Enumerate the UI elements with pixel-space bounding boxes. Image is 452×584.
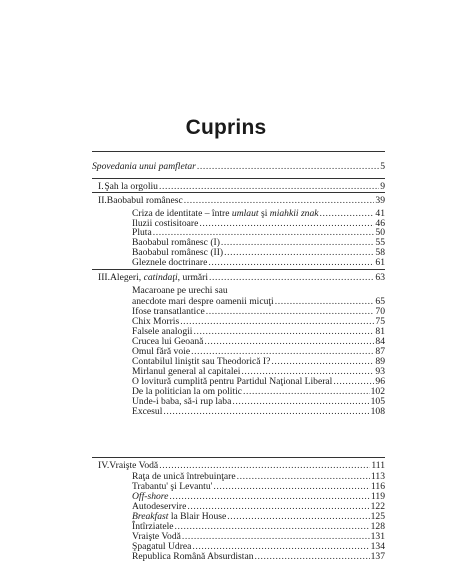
toc-entry-page: 125 <box>370 511 385 522</box>
toc-entry <box>98 460 385 471</box>
toc-entry-label: Gleznele doctrinare <box>132 257 208 268</box>
toc-entry <box>98 181 385 192</box>
dot-leader <box>163 406 369 417</box>
toc-entry-page: 55 <box>375 237 385 248</box>
toc-entry-page: 134 <box>370 541 385 552</box>
toc-entry-label: Alegeri, catindaţi, urmări <box>109 272 209 283</box>
toc-entry-page: 96 <box>375 376 385 387</box>
toc-entry-label: Excesul <box>132 406 163 417</box>
toc-entry-label: Întîrziatele <box>132 521 174 532</box>
toc-entry-page: 119 <box>370 491 385 502</box>
dot-leader <box>159 460 370 471</box>
toc-entry-label: Crucea lui Geoană <box>132 336 204 347</box>
toc-entry-label: De la politician la om politic <box>132 386 243 397</box>
toc-entry-label: Chix Morris <box>132 316 180 327</box>
toc-entry <box>98 195 385 206</box>
toc-entry <box>132 285 385 296</box>
toc-entry-label: O lovitură cumplită pentru Partidul Naţional Liberal <box>132 376 333 387</box>
dot-leader <box>197 161 379 172</box>
toc-entry-label: Şah la orgoliu <box>104 181 158 192</box>
toc-entry-label: Baobabul românesc (II) <box>132 247 224 258</box>
toc-entry-label: Criza de identitate – între umlaut şi miahkii znak <box>132 208 319 219</box>
toc-entry-label: Breakfast la Blair House <box>132 511 227 522</box>
toc-entry-label: Baobabul românesc <box>106 195 183 206</box>
toc-entry <box>92 161 385 172</box>
toc-entry-label: Raţa de unică întrebuinţare <box>132 471 236 482</box>
toc-entry-page: 39 <box>375 195 385 206</box>
chapter-number: IV. <box>98 460 110 471</box>
toc-entry-page: 46 <box>375 218 385 229</box>
toc-entry-page: 58 <box>375 247 385 258</box>
chapter-number: III. <box>98 272 110 283</box>
toc-entry-label: Falsele analogii <box>132 326 193 337</box>
toc-entry-page: 65 <box>375 296 385 307</box>
page-title: Cuprins <box>185 116 267 139</box>
dot-leader <box>208 257 374 268</box>
toc-entry-label: Autodeservire <box>132 501 187 512</box>
toc-entry-page: 131 <box>370 531 385 542</box>
toc-entry-page: 5 <box>380 161 385 172</box>
toc-entry-page: 87 <box>375 346 385 357</box>
toc-entry <box>98 272 385 283</box>
toc-entry-label: Ifose transatlantice <box>132 306 205 317</box>
chapter-number: II. <box>98 195 107 206</box>
toc-entry-page: 75 <box>375 316 385 327</box>
dot-leader <box>184 195 375 206</box>
toc-entry-page: 105 <box>370 396 385 407</box>
toc-entry-page: 9 <box>380 181 385 192</box>
toc-entry-label: Trabantu' şi Levantu' <box>132 481 213 492</box>
toc-entry <box>132 406 385 417</box>
toc-entry-label: Republica Română Absurdistan <box>132 551 254 562</box>
toc-entry-page: 113 <box>370 471 385 482</box>
toc-entry-label: Off-shore <box>132 491 169 502</box>
toc-entry-page: 122 <box>370 501 385 512</box>
toc-entry-label: Spovedania unui pamfletar <box>92 161 196 172</box>
toc-entry-label: Unde-i baba, să-i rup laba <box>132 396 232 407</box>
toc-entry-label: Pluta <box>132 227 152 238</box>
toc-entry-page: 50 <box>375 227 385 238</box>
toc-entry <box>132 257 385 268</box>
dot-leader <box>159 181 379 192</box>
toc-entry-label: Contabilul liniştit sau Theodorică I? <box>132 356 271 367</box>
toc-entry <box>132 551 385 562</box>
toc-entry-label: Iluzii costisitoare <box>132 218 199 229</box>
toc-entry-page: 89 <box>375 356 385 367</box>
toc-entry-label: Baobabul românesc (I) <box>132 237 220 248</box>
toc-entry-page: 63 <box>375 272 385 283</box>
dot-leader <box>255 551 370 562</box>
toc-entry-page: 70 <box>375 306 385 317</box>
toc-entry-label: Macaroane pe urechi sau <box>132 285 228 296</box>
dot-leader <box>209 272 374 283</box>
toc-entry-label: Vraişte Vodă <box>109 460 159 471</box>
toc-entry-page: 116 <box>370 481 385 492</box>
toc-entry-page: 128 <box>370 521 385 532</box>
toc-entry-page: 81 <box>375 326 385 337</box>
toc-entry-page: 111 <box>371 460 385 471</box>
toc-entry-page: 137 <box>370 551 385 562</box>
toc-entry-label: Vraişte Vodă <box>132 531 181 542</box>
toc-entry-page: 108 <box>370 406 385 417</box>
toc-entry-label: Omul fără voie <box>132 346 191 357</box>
toc-entry-page: 93 <box>375 366 385 377</box>
toc-entry-label: Mirlanul general al capitalei <box>132 366 241 377</box>
toc-entry-page: 102 <box>370 386 385 397</box>
toc-entry-page: 41 <box>375 208 385 219</box>
toc-entry-label: Şpagatul Udrea <box>132 541 192 552</box>
toc-entry-label: anecdote mari despre oamenii micuţi <box>132 296 274 307</box>
toc-entry-page: 61 <box>375 257 385 268</box>
toc-entry-page: 84 <box>375 336 385 347</box>
chapter-number: I. <box>98 181 104 192</box>
